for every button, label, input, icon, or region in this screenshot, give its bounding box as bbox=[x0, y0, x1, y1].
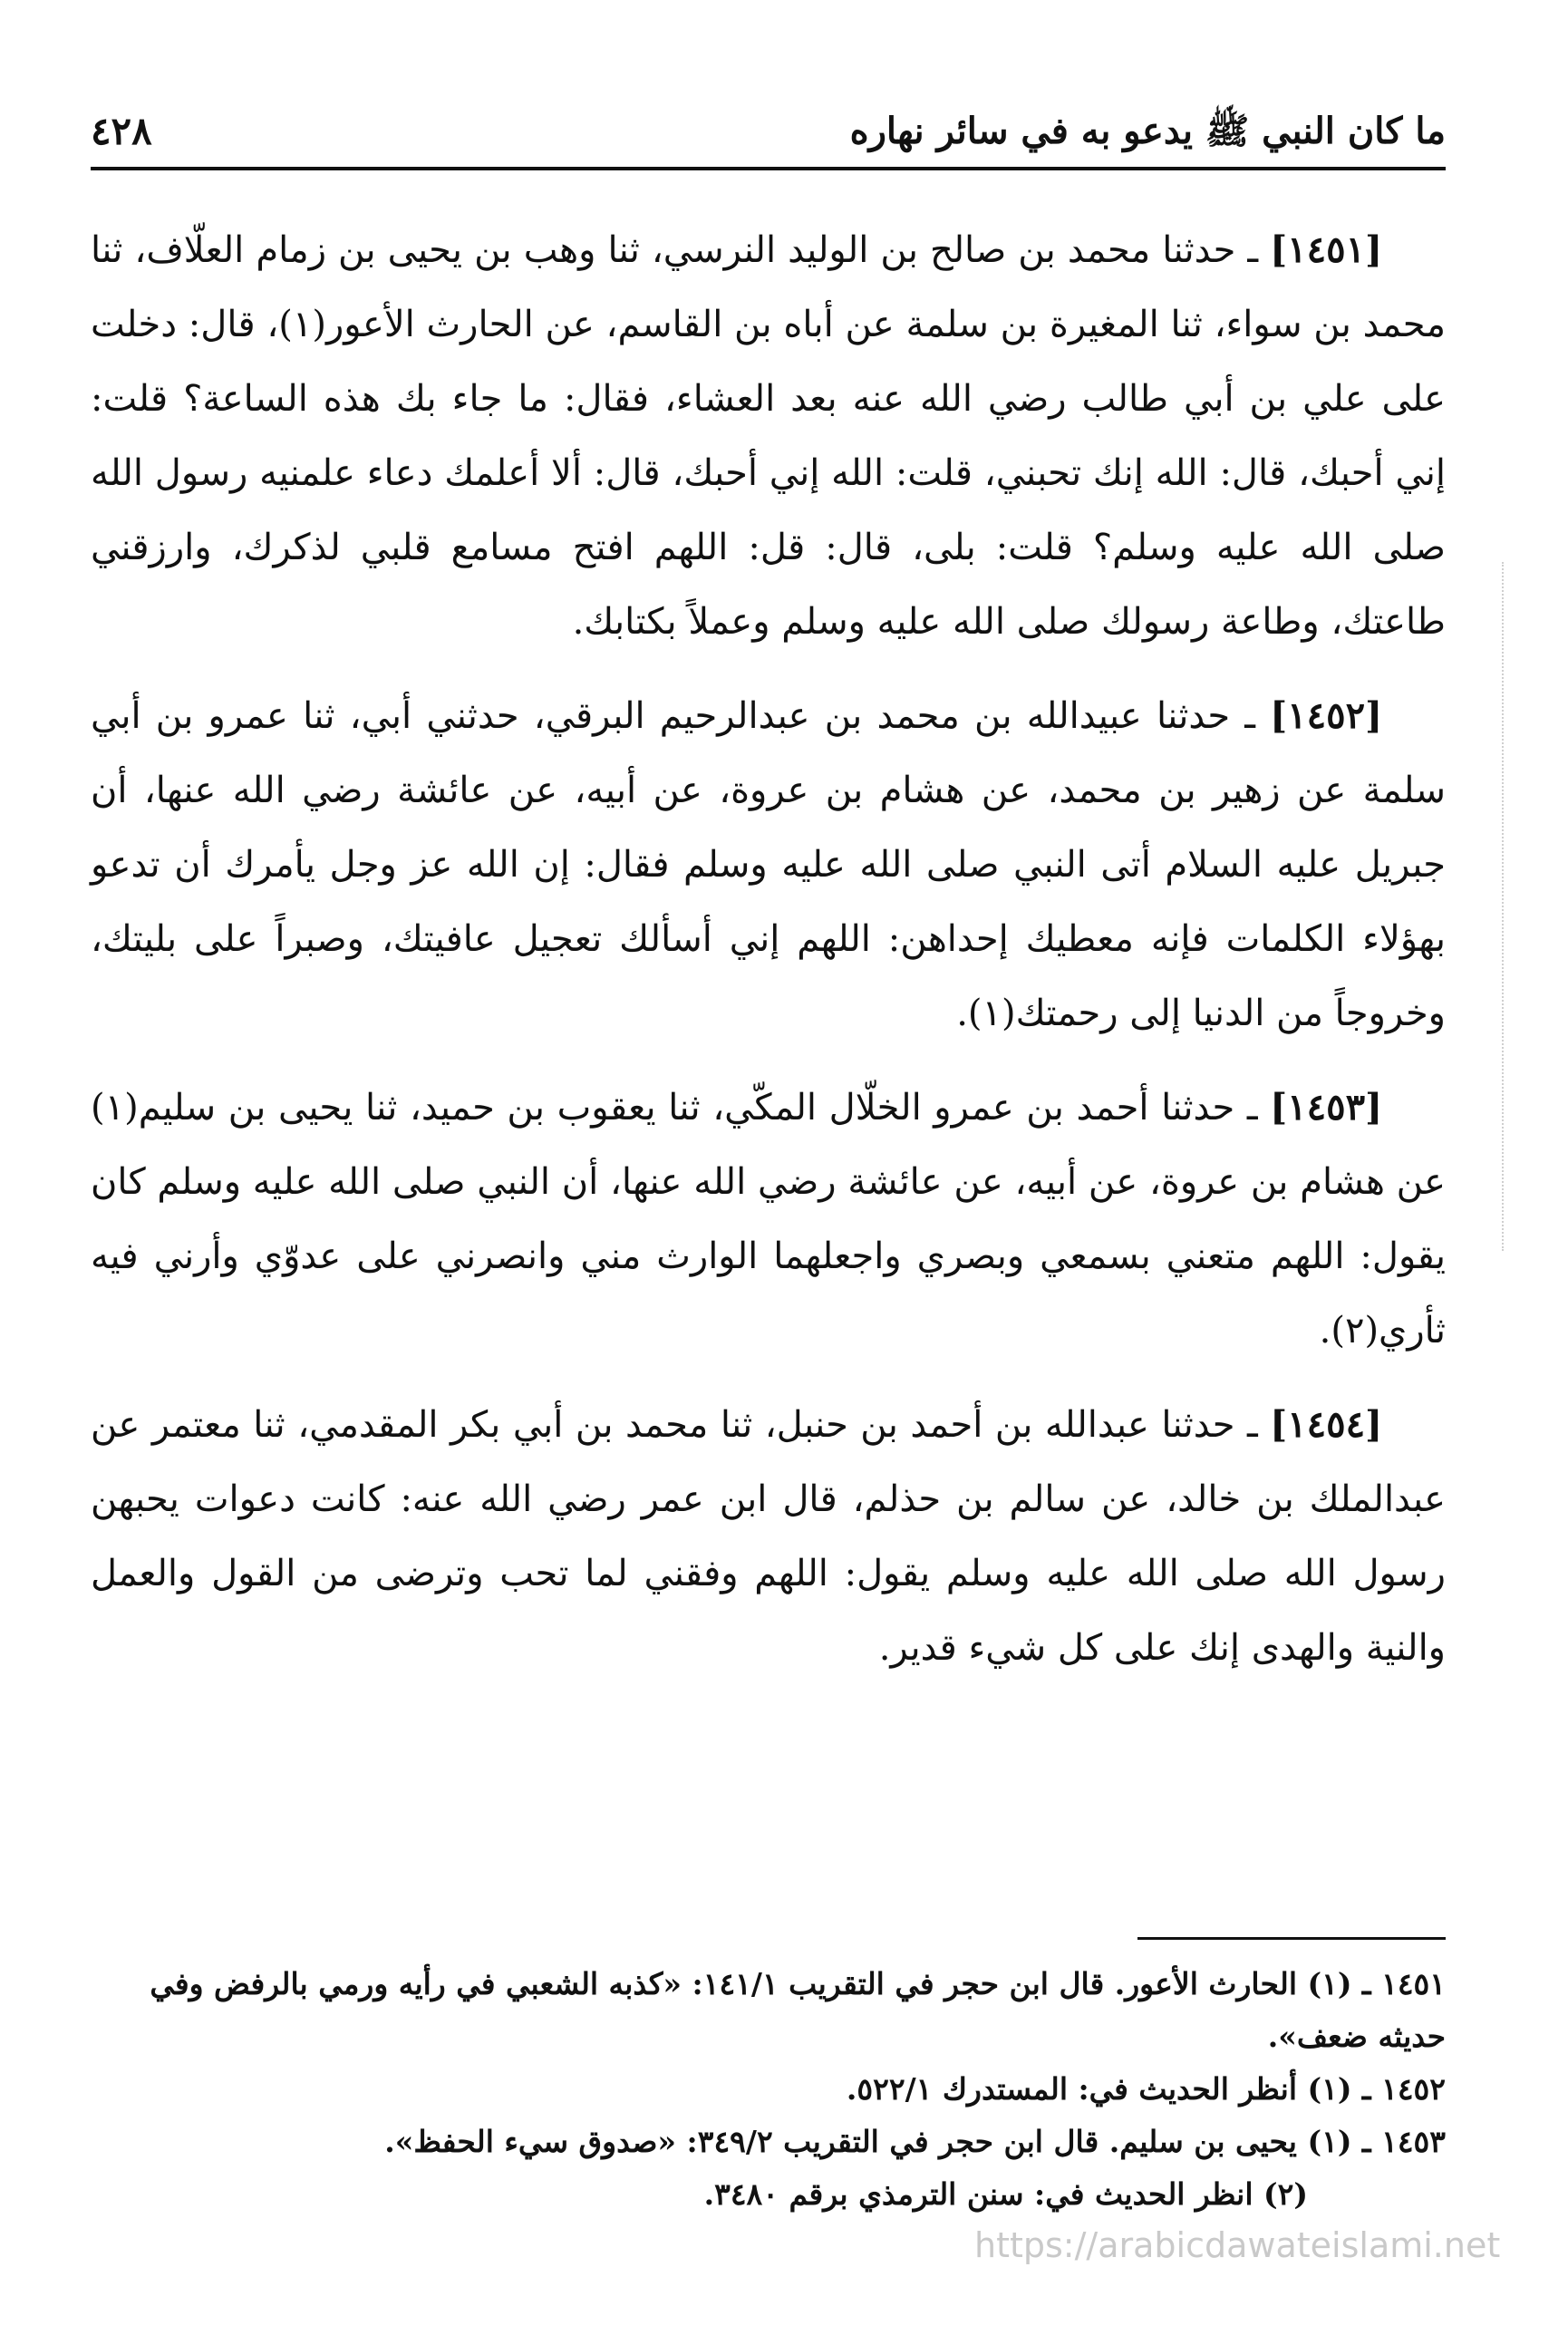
hadith-number: [١٤٥٢] bbox=[1270, 694, 1382, 737]
hadith-1451 bbox=[91, 213, 1446, 659]
footnote-divider bbox=[1137, 1937, 1446, 1940]
page-header bbox=[91, 91, 1446, 172]
hadith-1452 bbox=[91, 679, 1446, 1051]
hadith-number: [١٤٥١] bbox=[1270, 228, 1382, 271]
hadith-text: ـ حدثنا عبيدالله بن محمد بن عبدالرحيم البرقي، حدثني أبي، ثنا عمرو بن أبي سلمة عن زهير بن محمد، عن هشام بن عروة، عن أبيه، عن عائشة رضي الله عنها، أن جبريل عليه السلام أتى النبي صلى الله عليه وسلم فقال: إن الله عز وجل يأمرك أن تدعو بهؤلاء الكلمات فإنه معطيك إحداهن: اللهم إني أسألك تعجيل عافيتك، وصبراً على بليتك، وخروجاً من الدنيا إلى رحمتك(١). bbox=[91, 695, 1446, 1034]
footnote-1453-1: ١٤٥٣ ـ (١) يحيى بن سليم. قال ابن حجر في التقريب ٣٤٩/٢: «صدوق سيء الحفظ». bbox=[384, 2124, 1446, 2159]
watermark-url: https://arabicdawateislami.net bbox=[974, 2225, 1501, 2265]
header-divider bbox=[91, 167, 1446, 170]
hadith-text: ـ حدثنا محمد بن صالح بن الوليد النرسي، ثنا وهب بن يحيى بن زمام العلّاف، ثنا محمد بن سواء، ثنا المغيرة بن سلمة عن أباه بن القاسم، عن الحارث الأعور(١)، قال: دخلت على علي بن أبي طالب رضي الله عنه بعد العشاء، فقال: ما جاء بك هذه الساعة؟ قلت: إني أحبك، قال: الله إنك تحبني، قلت: الله إني أحبك، قال: ألا أعلمك دعاء علمنيه رسول الله صلى الله عليه وسلم؟ قلت: بلى، قال: قل: اللهم افتح مسامع قلبي لذكرك، وارزقني طاعتك، وطاعة رسولك صلى الله عليه وسلم وعملاً بكتابك. bbox=[91, 229, 1446, 643]
main-text bbox=[91, 213, 1446, 1705]
hadith-text: ـ حدثنا أحمد بن عمرو الخلّال المكّي، ثنا يعقوب بن حميد، ثنا يحيى بن سليم(١) عن هشام بن عروة، عن أبيه، عن عائشة رضي الله عنها، أن النبي صلى الله عليه وسلم كان يقول: اللهم متعني بسمعي وبصري واجعلهما الوارث مني وانصرني على عدوّي وأرني فيه ثأري(٢). bbox=[91, 1087, 1446, 1352]
hadith-1453 bbox=[91, 1071, 1446, 1368]
footnote-1453-2: (٢) انظر الحديث في: سنن الترمذي برقم ٣٤٨٠. bbox=[703, 2176, 1308, 2212]
hadith-number: [١٤٥٤] bbox=[1270, 1403, 1382, 1446]
footnotes bbox=[91, 1958, 1446, 2221]
hadith-number: [١٤٥٣] bbox=[1270, 1086, 1382, 1129]
hadith-text: ـ حدثنا عبدالله بن أحمد بن حنبل، ثنا محمد بن أبي بكر المقدمي، ثنا معتمر عن عبدالملك بن خالد، عن سالم بن حذلم، قال ابن عمر رضي الله عنه: كانت دعوات يحبهن رسول الله صلى الله عليه وسلم يقول: اللهم وفقني لما تحب وترضى من القول والعمل والنية والهدى إنك على كل شيء قدير. bbox=[91, 1404, 1447, 1669]
page-number: ٤٢٨ bbox=[91, 109, 152, 153]
hadith-1454 bbox=[91, 1388, 1446, 1685]
margin-guide bbox=[1502, 562, 1513, 1251]
footnote-1451: ١٤٥١ ـ (١) الحارث الأعور. قال ابن حجر في التقريب ١٤١/١: «كذبه الشعبي في رأيه ورمي بالرفض وفي حديثه ضعف». bbox=[150, 1966, 1446, 2054]
running-title: ما كان النبي ﷺ يدعو به في سائر نهاره bbox=[849, 110, 1446, 152]
footnote-1452: ١٤٥٢ ـ (١) أنظر الحديث في: المستدرك ٥٢٢/١. bbox=[846, 2071, 1446, 2107]
